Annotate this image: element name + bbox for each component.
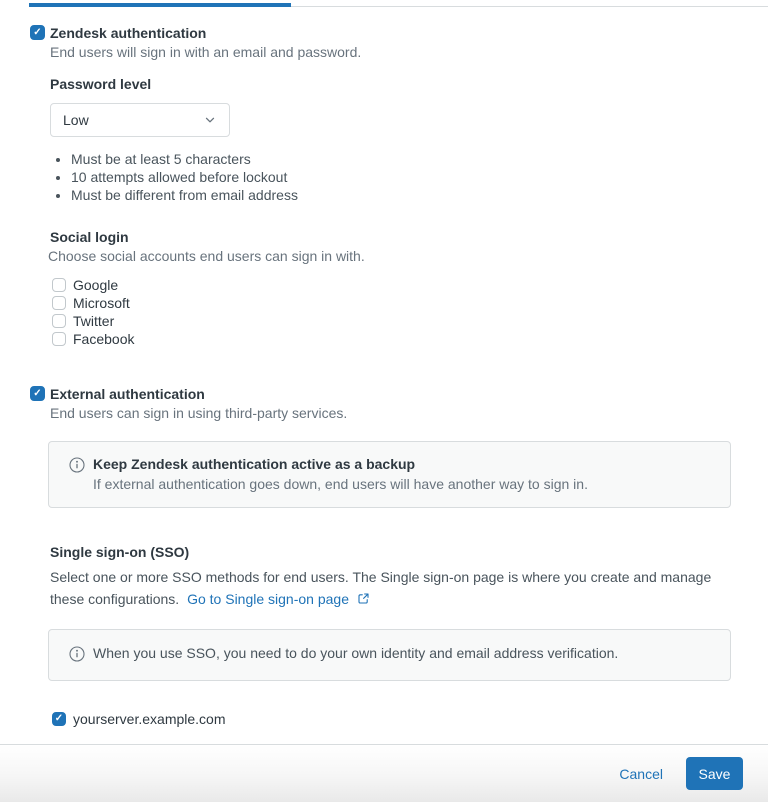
external-auth-section <box>0 385 768 508</box>
google-checkbox[interactable] <box>52 278 66 292</box>
sso-description <box>50 566 731 611</box>
chevron-down-icon <box>203 113 217 127</box>
backup-notice-description: If external authentication goes down, end users will have another way to sign in. <box>93 476 588 492</box>
active-tab-indicator[interactable] <box>29 3 291 7</box>
check-icon: ✓ <box>33 387 42 399</box>
zendesk-auth-toggle-row <box>30 24 768 42</box>
facebook-checkbox[interactable] <box>52 332 66 346</box>
backup-notice-title: Keep Zendesk authentication active as a backup <box>93 456 416 472</box>
password-rule: • Must be different from email address <box>71 186 768 204</box>
twitter-checkbox[interactable] <box>52 314 66 328</box>
zendesk-auth-label[interactable]: Zendesk authentication <box>50 25 207 41</box>
sso-server-label[interactable]: yourserver.example.com <box>73 711 226 727</box>
password-rules-list <box>50 150 768 204</box>
sso-notice <box>48 629 731 681</box>
social-option-facebook <box>52 331 768 349</box>
check-icon: ✓ <box>54 713 64 724</box>
sso-server-row <box>52 711 768 728</box>
zendesk-auth-section <box>0 24 768 349</box>
facebook-label[interactable]: Facebook <box>73 331 135 347</box>
sso-description-text: Select one or more SSO methods for end users. The Single sign-on page is where you create and manage these configurations. <box>50 569 712 607</box>
password-level-value: Low <box>63 112 89 128</box>
social-option-google <box>52 277 768 295</box>
password-level-select[interactable] <box>50 103 230 137</box>
social-option-microsoft <box>52 295 768 313</box>
sso-section <box>0 543 768 728</box>
social-login-description: Choose social accounts end users can sign in with. <box>48 248 365 264</box>
tab-bar <box>29 2 768 7</box>
external-link-icon <box>353 592 370 608</box>
backup-notice <box>48 441 731 508</box>
social-option-twitter <box>52 313 768 331</box>
zendesk-auth-checkbox[interactable] <box>30 25 45 40</box>
cancel-button[interactable]: Cancel <box>619 765 663 782</box>
password-level-heading: Password level <box>50 76 152 92</box>
external-auth-checkbox[interactable] <box>30 386 45 401</box>
twitter-label[interactable]: Twitter <box>73 313 115 329</box>
info-icon <box>69 646 85 665</box>
social-login-options <box>52 277 768 349</box>
zendesk-auth-description: End users will sign in with an email and password. <box>50 44 362 60</box>
microsoft-label[interactable]: Microsoft <box>73 295 130 311</box>
save-button[interactable]: Save <box>686 757 743 790</box>
sso-notice-text: When you use SSO, you need to do your own identity and email address verification. <box>93 645 619 661</box>
external-auth-description: End users can sign in using third-party services. <box>50 405 348 421</box>
sso-page-link[interactable]: Go to Single sign-on page <box>187 591 349 607</box>
password-rule: • 10 attempts allowed before lockout <box>71 168 768 186</box>
microsoft-checkbox[interactable] <box>52 296 66 310</box>
check-icon: ✓ <box>33 26 42 38</box>
external-auth-toggle-row <box>30 385 768 403</box>
info-icon <box>69 457 85 476</box>
backup-notice-body <box>93 456 588 493</box>
google-label[interactable]: Google <box>73 277 119 293</box>
password-rule: • Must be at least 5 characters <box>71 150 768 168</box>
external-auth-label[interactable]: External authentication <box>50 386 205 402</box>
social-login-heading: Social login <box>50 229 129 245</box>
sso-server-checkbox[interactable] <box>52 712 66 726</box>
footer-bar <box>0 744 768 802</box>
sso-heading: Single sign-on (SSO) <box>50 544 190 560</box>
